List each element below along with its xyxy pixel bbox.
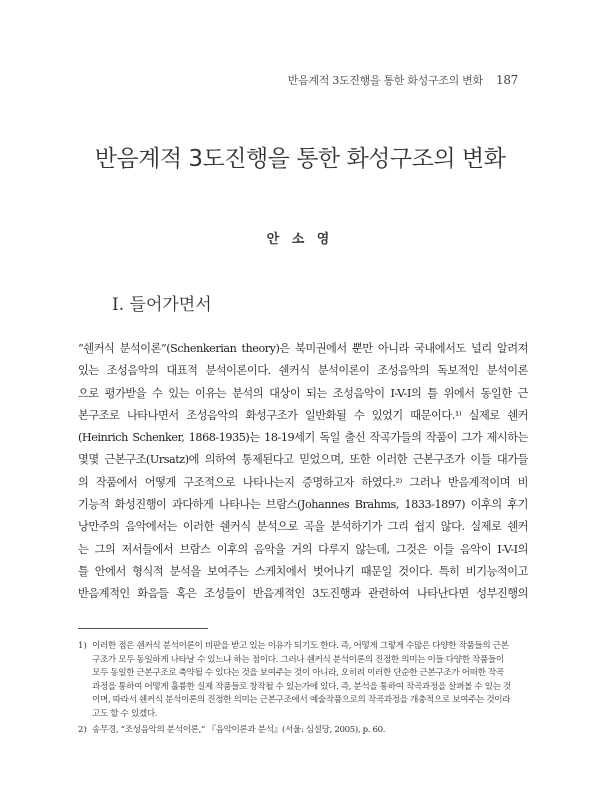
footnote: [78, 724, 528, 738]
body-line: (Heinrich Schenker, 1868-1935)는 18-19세기 독일 출신 작곡가들의 작품이 그가 제시하는: [78, 431, 528, 445]
body-line: 기능적 화성진행이 과다하게 나타나는 브람스(Johannes Brahms, 1833-1897) 이후의 후기: [78, 498, 528, 512]
footnote-number: 1): [78, 641, 87, 651]
body-line: 있는 조성음악의 대표적 분석이론이다. 쉔커식 분석이론이 조성음악의 독보적인 분석이론: [78, 364, 528, 378]
article-title: 반음계적 3도진행을 통한 화성구조의 변화: [94, 146, 506, 172]
footnote-line: 송무경, “조성음악의 분석이론,” 『음악이론과 분석』(서울: 심설당, 2005), p. 60.: [92, 725, 386, 735]
body-line: 반음계적인 화음들 혹은 조성들이 반음계적인 3도진행과 관련하여 나타난다면 성부진행의: [78, 587, 528, 601]
footnote-line: 과정을 통하여 어떻게 훌륭한 실제 작품들로 창작될 수 있는가에 있다. 즉, 분석을 통하여 작곡과정을 살펴볼 수 있는 것: [92, 681, 511, 692]
body-line: 틀 안에서 형식적 분석을 보여주는 스케치에서 벗어나기 때문일 것이다. 특히 비기능적이고: [78, 564, 528, 578]
footnote-line: 고도 할 수 있겠다.: [92, 708, 158, 719]
running-head: [288, 72, 518, 88]
body-line: 는 그의 저서들에서 브람스 이후의 음악을 거의 다루지 않는데, 그것은 이들 음악이 I-V-I의: [78, 542, 528, 556]
footnote-text: [92, 640, 528, 721]
section-heading: I. 들어가면서: [112, 295, 212, 315]
footnote-divider: [78, 628, 208, 629]
footnote-line: 이며, 따라서 쉔커식 분석이론의 진정한 의미는 근본구조에서 예술작품으로의 작곡과정을 개충적으로 보여주는 것이라: [92, 695, 511, 705]
footnote-text: [92, 724, 528, 738]
running-head-title: 반음계적 3도진행을 통한 화성구조의 변화: [287, 74, 483, 87]
body-line: 의 작품에서 어떻게 구조적으로 나타나는지 증명하고자 하였다.²⁾ 그러나 반음계적이며 비: [78, 475, 528, 489]
footnotes: [78, 640, 528, 741]
body-line: 으로 평가받을 수 있는 이유는 분석의 대상이 되는 조성음악이 I-V-I의 틀 위에서 동일한 근: [78, 386, 528, 400]
body-line: 본구조로 나타나면서 조성음악의 화성구조가 일반화될 수 있었기 때문이다.¹⁾ 실제로 쉔커: [78, 408, 528, 422]
body-line: 낭만주의 음악에서는 이러한 쉔커식 분석으로 곡을 분석하기가 그리 쉽지 않다. 실제로 쉔커: [78, 520, 528, 534]
body-paragraph: [78, 338, 528, 606]
footnote-line: 모두 동일한 근본구조로 축약될 수 있다는 것을 보여주는 것이 아니라, 오히려 이러한 단순한 근본구조가 어떠한 작곡: [92, 668, 504, 678]
footnote: [78, 640, 528, 721]
body-line: 몇몇 근본구조(Ursatz)에 의하여 통제된다고 믿었으며, 또한 이러한 근본구조가 이들 대가들: [78, 453, 528, 467]
page-number: 187: [495, 73, 518, 87]
footnote-line: 이러한 점은 쉔커식 분석이론이 비판을 받고 있는 이유가 되기도 한다. 즉, 어떻게 그렇게 수많은 다양한 작품들의 근본: [92, 641, 509, 651]
body-line: “쉔커식 분석이론”(Schenkerian theory)은 북미권에서 뿐만 아니라 국내에서도 널리 알려져: [78, 342, 528, 355]
footnote-number: 2): [78, 725, 87, 735]
footnote-line: 구조가 모두 동일하게 나타날 수 있느냐 하는 점이다. 그러나 쉔커식 분석이론의 진정한 의미는 이들 다양한 작품들이: [92, 654, 504, 665]
author-name: 안 소 영: [266, 232, 334, 247]
